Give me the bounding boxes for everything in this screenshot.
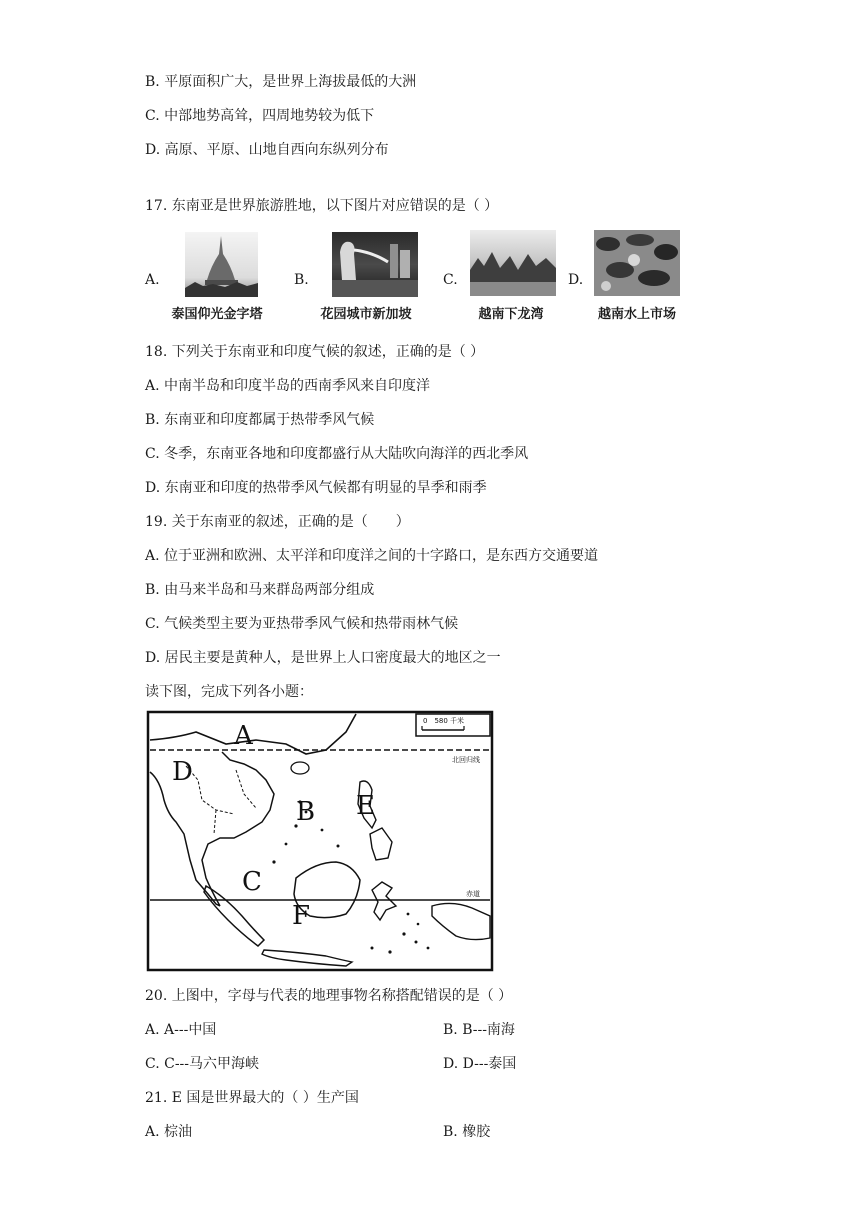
q20-option-d: D. D---泰国 xyxy=(443,1056,517,1072)
q19-option-a: A. 位于亚洲和欧洲、太平洋和印度洋之间的十字路口，是东西方交通要道 xyxy=(145,548,599,564)
q16-option-d: D. 高原、平原、山地自西向东纵列分布 xyxy=(145,142,389,158)
pagoda-photo xyxy=(185,232,258,297)
map-letter-a: A xyxy=(234,721,253,751)
q17-caption-a: 泰国仰光金字塔 xyxy=(171,307,263,322)
q18-option-b: B. 东南亚和印度都属于热带季风气候 xyxy=(145,412,375,428)
q21-option-a: A. 棕油 xyxy=(145,1124,193,1140)
q18-option-d: D. 东南亚和印度的热带季风气候都有明显的旱季和雨季 xyxy=(145,480,487,496)
q16-option-b: B. 平原面积广大，是世界上海拔最低的大洲 xyxy=(145,74,417,90)
q20-option-a: A. A---中国 xyxy=(145,1022,217,1038)
map-letter-b: B xyxy=(296,797,316,827)
q19-stem: 19. 关于东南亚的叙述，正确的是（ ） xyxy=(145,514,410,530)
map-letter-d: D xyxy=(172,757,193,787)
q19-option-c: C. 气候类型主要为亚热带季风气候和热带雨林气候 xyxy=(145,616,459,632)
scale-bar xyxy=(416,714,490,736)
scale-text: 0 580 千米 xyxy=(423,717,465,725)
map-letter-c: C xyxy=(242,867,262,897)
q18-option-c: C. 冬季，东南亚各地和印度都盛行从大陆吹向海洋的西北季风 xyxy=(145,446,529,462)
q20-option-b: B. B---南海 xyxy=(443,1022,515,1038)
q17-option-d-label: D. xyxy=(568,272,584,288)
q17-option-a-label: A. xyxy=(145,272,160,288)
q17-option-b-label: B. xyxy=(294,272,309,288)
q21-stem: 21. E 国是世界最大的（ ）生产国 xyxy=(145,1090,359,1106)
southeast-asia-map xyxy=(146,710,494,972)
q17-stem: 17. 东南亚是世界旅游胜地，以下图片对应错误的是（ ） xyxy=(145,198,499,214)
read-map-instruction: 读下图，完成下列各小题： xyxy=(145,684,313,700)
floating-market-photo xyxy=(594,230,680,296)
q18-option-a: A. 中南半岛和印度半岛的西南季风来自印度洋 xyxy=(145,378,431,394)
map-letter-e: E xyxy=(356,791,375,821)
q19-option-d: D. 居民主要是黄种人，是世界上人口密度最大的地区之一 xyxy=(145,650,501,666)
q17-option-c-label: C. xyxy=(443,272,458,288)
q21-option-b: B. 橡胶 xyxy=(443,1124,491,1140)
halong-bay-photo xyxy=(470,230,556,296)
q18-stem: 18. 下列关于东南亚和印度气候的叙述，正确的是（ ） xyxy=(145,344,485,360)
map-letter-f: F xyxy=(292,901,311,931)
q20-stem: 20. 上图中，字母与代表的地理事物名称搭配错误的是（ ） xyxy=(145,988,513,1004)
q19-option-b: B. 由马来半岛和马来群岛两部分组成 xyxy=(145,582,375,598)
merlion-photo xyxy=(332,232,418,297)
q17-caption-b: 花园城市新加坡 xyxy=(320,307,412,322)
q17-caption-c: 越南下龙湾 xyxy=(478,307,544,322)
equator-label: 赤道 xyxy=(466,890,480,898)
q20-option-c: C. C---马六甲海峡 xyxy=(145,1056,260,1072)
q16-option-c: C. 中部地势高耸，四周地势较为低下 xyxy=(145,108,375,124)
q17-caption-d: 越南水上市场 xyxy=(597,307,676,322)
tropic-label: 北回归线 xyxy=(452,756,480,764)
